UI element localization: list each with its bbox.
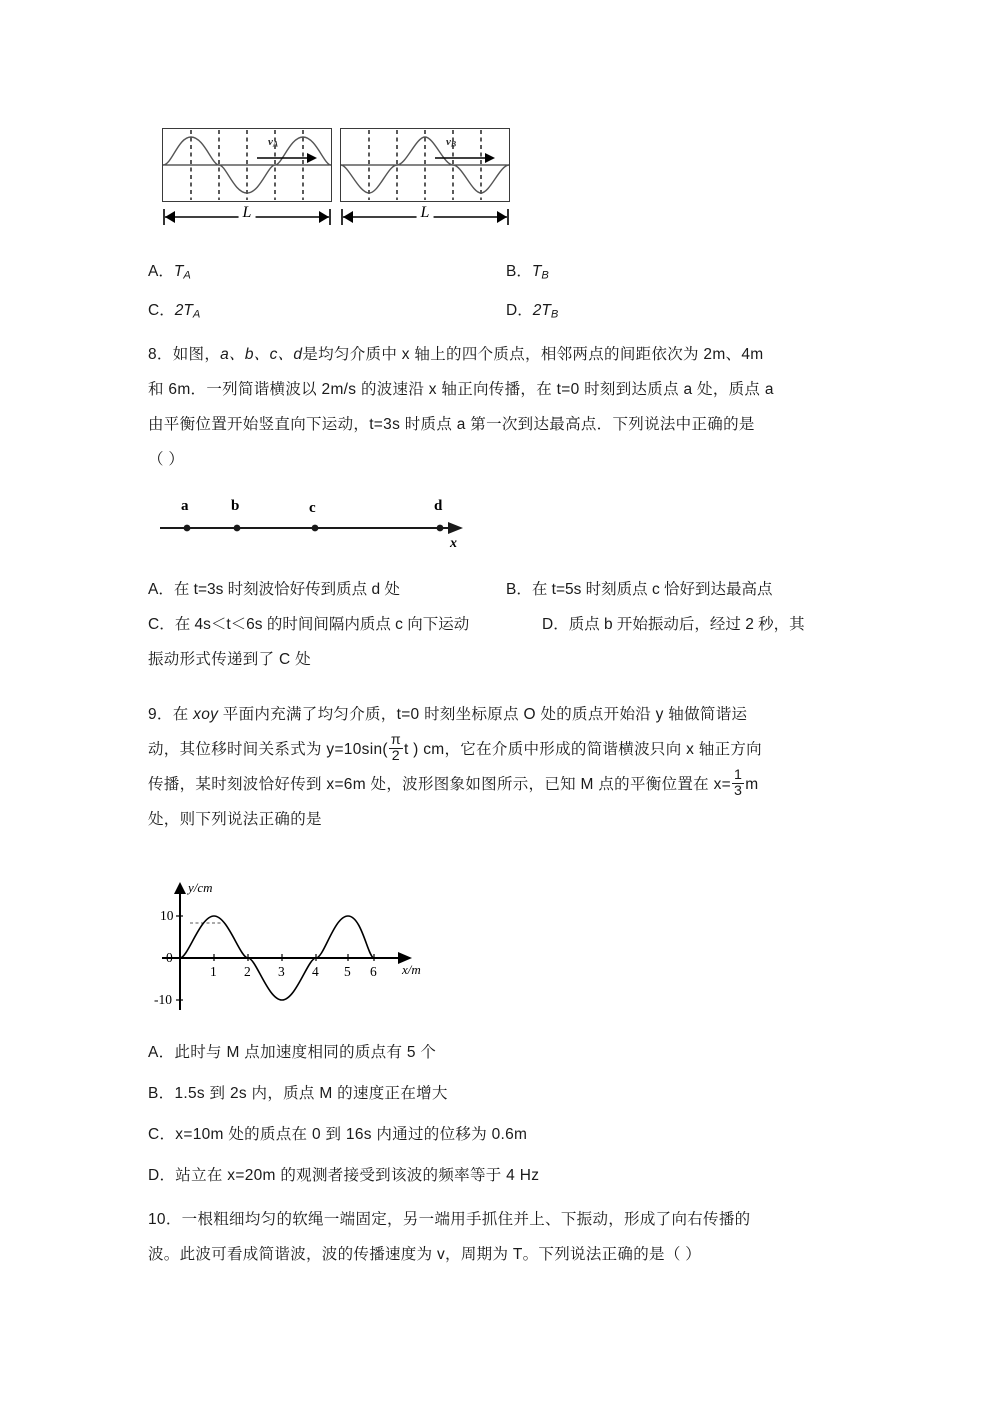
q7-option-a-dot: ． bbox=[158, 263, 174, 280]
q7-option-a[interactable] bbox=[148, 254, 506, 293]
q9-line-1 bbox=[148, 697, 856, 732]
q7-option-d-letter: D bbox=[506, 302, 518, 320]
q10-stem bbox=[148, 1202, 856, 1272]
q7-option-b-subscript: B bbox=[541, 269, 549, 282]
q7-option-b[interactable] bbox=[506, 254, 856, 293]
chart-xtick-5: 5 bbox=[344, 964, 351, 979]
q9-fraction-pi-over-2 bbox=[389, 733, 403, 764]
velocity-label-a: $v_A$ bbox=[268, 136, 279, 149]
length-label-a: L bbox=[239, 204, 256, 222]
axis-point-label-a: a bbox=[181, 498, 189, 514]
q9-option-b[interactable]: B．1.5s 到 2s 内，质点 M 的速度正在增大 bbox=[148, 1085, 448, 1102]
wave-box-a-graphic bbox=[162, 128, 332, 202]
q7-option-b-letter: B bbox=[506, 263, 517, 280]
q9-number: 9 bbox=[148, 706, 157, 723]
q9-fraction2-denominator: 3 bbox=[733, 783, 743, 800]
q7-option-c-subscript: A bbox=[192, 308, 201, 321]
chart-ytick-10: 10 bbox=[160, 908, 174, 923]
chart-ytick-minus10: -10 bbox=[154, 992, 172, 1007]
q9-option-a[interactable]: A．此时与 M 点加速度相同的质点有 5 个 bbox=[148, 1044, 437, 1061]
q8-line-1 bbox=[148, 337, 856, 372]
q8-line1-points: a、b、c、d bbox=[220, 346, 303, 363]
q9-option-d[interactable]: D．站立在 x=20m 的观测者接受到该波的频率等于 4 Hz bbox=[148, 1167, 540, 1184]
q9-line-3 bbox=[148, 767, 856, 802]
q8-option-d-continuation: 振动形式传递到了 C 处 bbox=[148, 651, 311, 668]
figure-waveform-chart bbox=[152, 882, 442, 1014]
q7-option-b-dot: ． bbox=[516, 263, 532, 280]
wave-box-b-graphic bbox=[340, 128, 510, 202]
q9-line3-prefix: 传播，某时刻波恰好传到 x=6m 处，波形图象如图所示，已知 M 点的平衡位置在 x= bbox=[148, 776, 731, 793]
q9-fraction-numerator: π bbox=[390, 732, 401, 749]
q7-option-a-value: T bbox=[173, 263, 184, 280]
q7-option-row-1 bbox=[148, 254, 856, 293]
chart-xtick-2: 2 bbox=[244, 964, 251, 979]
velocity-arrow-b-icon bbox=[435, 151, 495, 165]
q7-option-a-subscript: A bbox=[183, 269, 191, 282]
q8-answer-blank[interactable]: （ ） bbox=[148, 451, 185, 468]
chart-xtick-1: 1 bbox=[210, 964, 217, 979]
q9-fraction-denominator: 2 bbox=[389, 748, 403, 764]
q9-option-c[interactable]: C．x=10m 处的质点在 0 到 16s 内通过的位移为 0.6m bbox=[148, 1126, 528, 1143]
q9-line2-suffix: t ) cm，它在介质中形成的简谐横波只向 x 轴正方向 bbox=[403, 741, 762, 758]
q7-option-c[interactable] bbox=[148, 293, 506, 332]
q8-option-c[interactable]: C．在 4s＜t＜6s 的时间间隔内质点 c 向下运动 bbox=[148, 616, 470, 633]
q8-option-d[interactable]: D．质点 b 开始振动后，经过 2 秒，其 bbox=[542, 616, 805, 633]
q8-number-dot: ． bbox=[156, 346, 173, 363]
q9-line1-prefix: 在 bbox=[172, 706, 194, 723]
q8-number: 8 bbox=[148, 346, 157, 363]
q7-option-c-dot: ． bbox=[159, 302, 175, 320]
velocity-arrow-a-icon bbox=[257, 151, 317, 165]
q8-line-3: 由平衡位置开始竖直向下运动，t=3s 时质点 a 第一次到达最高点．下列说法中正确的是 bbox=[148, 416, 755, 433]
q9-fraction-one-third bbox=[732, 768, 744, 799]
length-label-b: L bbox=[417, 204, 434, 222]
q9-line1-suffix: 平面内充满了均匀介质，t=0 时刻坐标原点 O 处的质点开始沿 y 轴做简谐运 bbox=[218, 706, 748, 723]
q8-option-b[interactable]: B．在 t=5s 时刻质点 c 恰好到达最高点 bbox=[506, 581, 773, 598]
q10-line-2[interactable]: 波。此波可看成简谐波，波的传播速度为 v，周期为 T。下列说法正确的是（ ） bbox=[148, 1246, 702, 1263]
q7-option-b-value: T bbox=[531, 263, 542, 280]
q10-number: 10 bbox=[148, 1211, 166, 1228]
q7-option-d-dot: ． bbox=[517, 302, 533, 320]
q7-option-c-value: 2T bbox=[174, 302, 193, 320]
axis-point-label-d: d bbox=[434, 498, 443, 514]
chart-x-axis-label: x/m bbox=[402, 962, 421, 977]
chart-xtick-4: 4 bbox=[312, 964, 319, 979]
q7-option-c-letter: C bbox=[148, 302, 160, 320]
q8-line1-prefix: 如图， bbox=[172, 346, 221, 363]
axis-point-label-c: c bbox=[309, 500, 316, 516]
axis-label-x: x bbox=[450, 536, 457, 551]
chart-xtick-6: 6 bbox=[370, 964, 377, 979]
abcd-axis-graphic bbox=[160, 514, 470, 554]
axis-point-label-b: b bbox=[231, 498, 240, 514]
q8-option-row-2 bbox=[148, 607, 856, 642]
q9-line3-suffix: m bbox=[745, 776, 759, 793]
waveform-chart-graphic bbox=[152, 882, 442, 1014]
wave-box-b bbox=[340, 128, 510, 221]
q7-option-d-subscript: B bbox=[550, 308, 559, 321]
q7-options bbox=[148, 254, 856, 333]
q9-fraction2-numerator: 1 bbox=[733, 767, 743, 784]
q9-number-dot: ． bbox=[156, 706, 173, 723]
q7-option-d[interactable] bbox=[506, 293, 856, 332]
q7-option-a-letter: A bbox=[148, 263, 159, 280]
q7-option-d-value: 2T bbox=[532, 302, 551, 320]
q9-line1-plane: xoy bbox=[193, 706, 219, 723]
wave-box-a bbox=[162, 128, 332, 221]
q8-stem bbox=[148, 337, 856, 477]
q10-line-1 bbox=[148, 1202, 856, 1237]
q9-stem bbox=[148, 697, 856, 837]
q10-number-dot: ． bbox=[165, 1211, 182, 1228]
q10-line1-text: 一根粗细均匀的软绳一端固定，另一端用手抓住并上、下振动，形成了向右传播的 bbox=[181, 1211, 751, 1228]
q9-line-2 bbox=[148, 732, 856, 767]
q7-option-row-2 bbox=[148, 293, 856, 332]
figure-abcd-axis bbox=[160, 498, 470, 556]
q8-option-a[interactable]: A．在 t=3s 时刻波恰好传到质点 d 处 bbox=[148, 581, 400, 598]
q8-options bbox=[148, 572, 856, 677]
chart-ytick-0: 0 bbox=[166, 950, 173, 965]
figure-wave-boxes bbox=[162, 128, 514, 232]
q9-line-4: 处，则下列说法正确的是 bbox=[148, 811, 322, 828]
q8-line-2: 和 6m．一列简谐横波以 2m/s 的波速沿 x 轴正向传播，在 t=0 时刻到达质点 a 处，质点 a bbox=[148, 381, 774, 398]
q8-option-row-1 bbox=[148, 572, 856, 607]
q9-options bbox=[148, 1035, 856, 1193]
q9-line2-prefix: 动，其位移时间关系式为 y=10sin( bbox=[148, 741, 388, 758]
chart-y-axis-label: y/cm bbox=[188, 880, 213, 895]
q8-line1-suffix: 是均匀介质中 x 轴上的四个质点，相邻两点的间距依次为 2m、4m bbox=[302, 346, 764, 363]
chart-xtick-3: 3 bbox=[278, 964, 285, 979]
velocity-label-b: $v_B$ bbox=[446, 136, 457, 149]
